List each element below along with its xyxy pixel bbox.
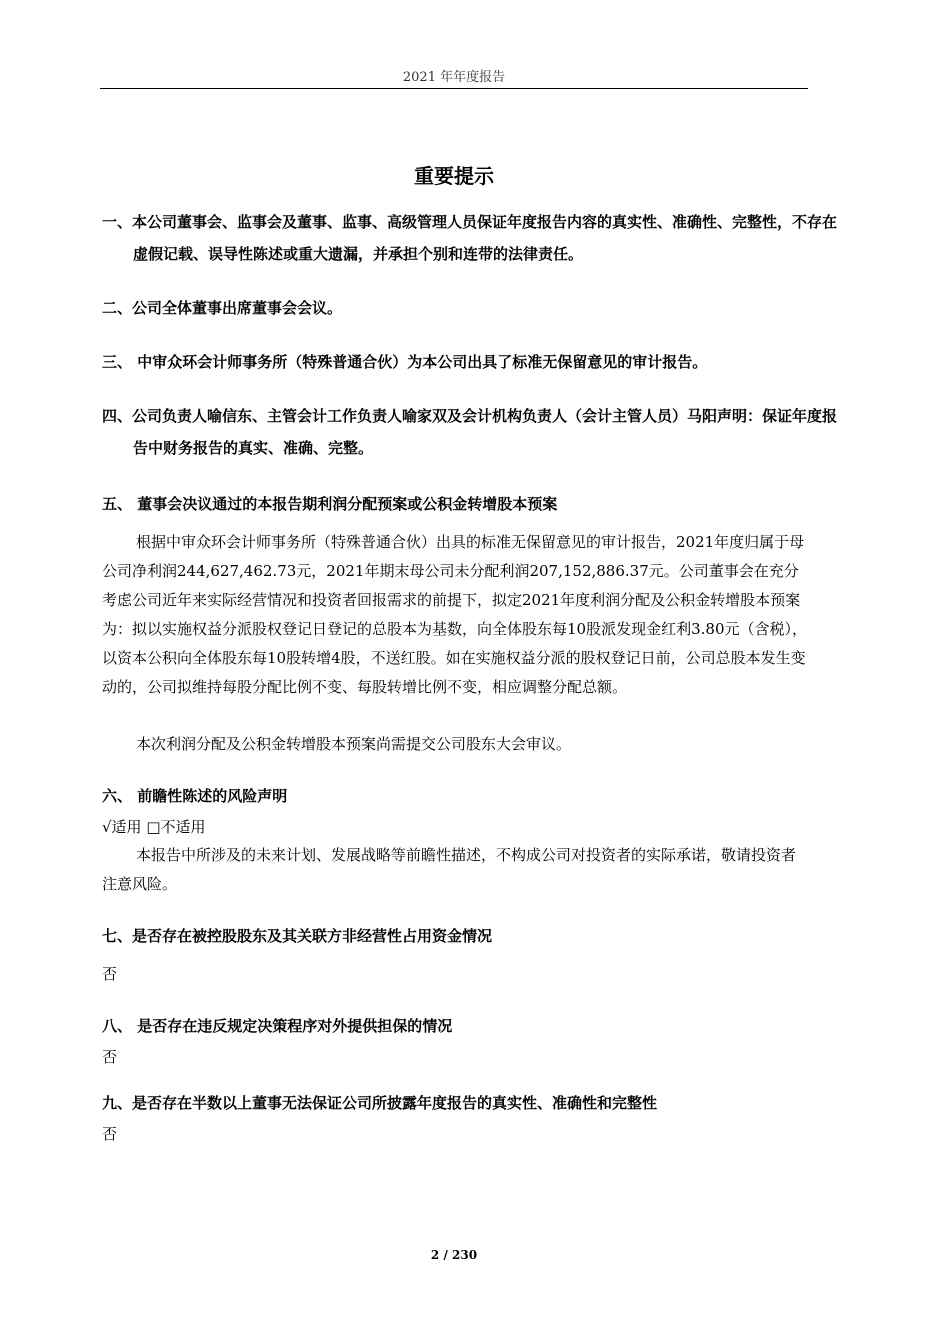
page-title: 重要提示 [414, 164, 494, 188]
section-3: 三、 中审众环会计师事务所（特殊普通合伙）为本公司出具了标准无保留意见的审计报告。 [102, 353, 708, 371]
section-8-answer: 否 [102, 1048, 118, 1066]
page-number: 2 / 230 [430, 1248, 478, 1262]
running-header: 2021 年年度报告 [402, 70, 506, 85]
section-1: 一、本公司董事会、监事会及董事、监事、高级管理人员保证年度报告内容的真实性、准确性、完整性，不存在虚假记载、误导性陈述或重大遗漏，并承担个别和连带的法律责任。 [102, 213, 838, 263]
section-2: 二、公司全体董事出席董事会会议。 [102, 299, 343, 317]
section-6-options: √适用 □不适用 [102, 818, 206, 836]
section-7-heading: 七、是否存在被控股股东及其关联方非经营性占用资金情况 [102, 927, 493, 945]
section-6-heading: 六、 前瞻性陈述的风险声明 [102, 787, 288, 805]
section-9-answer: 否 [102, 1125, 118, 1143]
section-4: 四、公司负责人喻信东、主管会计工作负责人喻家双及会计机构负责人（会计主管人员）马阳声明：保证年度报告中财务报告的真实、准确、完整。 [102, 407, 838, 457]
section-5-heading: 五、 董事会决议通过的本报告期利润分配预案或公积金转增股本预案 [102, 495, 558, 513]
section-5-paragraph-2: 本次利润分配及公积金转增股本预案尚需提交公司股东大会审议。 [136, 735, 572, 753]
section-9-heading: 九、是否存在半数以上董事无法保证公司所披露年度报告的真实性、准确性和完整性 [102, 1094, 658, 1112]
section-8-heading: 八、 是否存在违反规定决策程序对外提供担保的情况 [102, 1017, 453, 1035]
section-5-paragraph-1: 根据中审众环会计师事务所（特殊普通合伙）出具的标准无保留意见的审计报告，2021年度归属于母公司净利润244,627,462.73元，2021年期末母公司未分配利润207,152,886.37元。公司董事会在充分考虑公司近年来实际经营情况和投资者回报需求的前提下，拟定2021年度利润分配及公积金转增股本预案为：拟以实施权益分派股权登记日登记的总股本为基数，向全体股东每10股派发现金红利3.80元（含税），以资本公积向全体股东每10股转增4股，不送红股。如在实施权益分派的股权登记日前，公司总股本发生变动的，公司拟维持每股分配比例不变、每股转增比例不变，相应调整分配总额。 [102, 533, 807, 696]
section-7-answer: 否 [102, 965, 118, 983]
header-rule [100, 88, 808, 89]
section-6-paragraph: 本报告中所涉及的未来计划、发展战略等前瞻性描述，不构成公司对投资者的实际承诺，敬请投资者注意风险。 [102, 846, 797, 893]
